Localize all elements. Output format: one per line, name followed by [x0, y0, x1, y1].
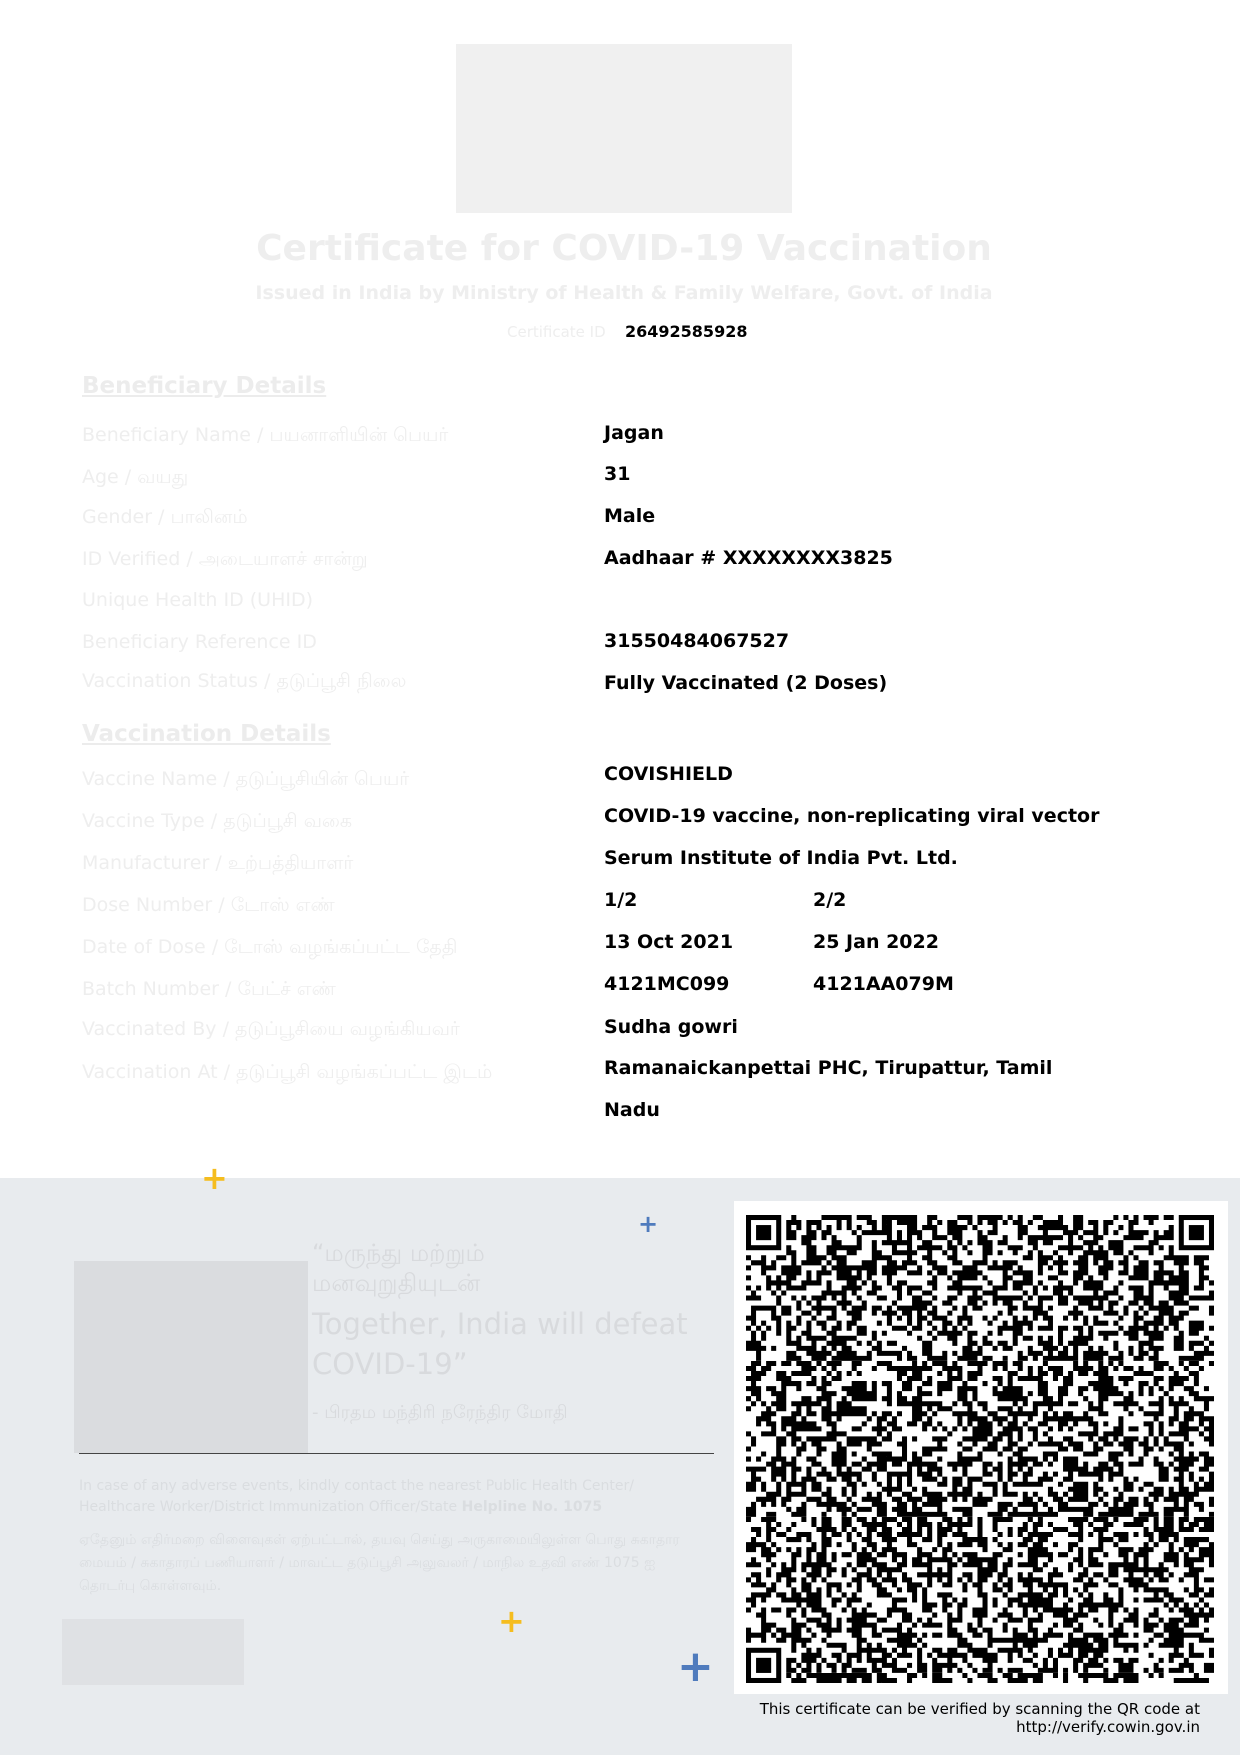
batch-1-value: 4121MC099 [604, 973, 730, 995]
date-1-value: 13 Oct 2021 [604, 931, 734, 953]
qr-finder-pattern [749, 1218, 779, 1248]
certificate-id-value: 26492585928 [625, 322, 748, 341]
id-verified-label: ID Verified / அடையாளச் சான்று [82, 548, 368, 570]
vaccinated-at-value-line1: Ramanaickanpettai PHC, Tirupattur, Tamil [604, 1057, 1053, 1079]
vaccinated-at-value-line2: Nadu [604, 1099, 660, 1121]
page-subtitle: Issued in India by Ministry of Health & Family Welfare, Govt. of India [255, 282, 993, 304]
verification-note-line1: This certificate can be verified by scanning the QR code at [759, 1700, 1200, 1718]
gender-value: Male [604, 505, 656, 527]
quote-attribution: - பிரதம மந்திரி நரேந்திர மோதி [312, 1402, 568, 1423]
dose-2-value: 2/2 [813, 889, 847, 911]
date-of-dose-label: Date of Dose / டோஸ் வழங்கப்பட்ட தேதி [82, 936, 458, 958]
beneficiary-details-heading: Beneficiary Details [82, 373, 327, 399]
vaccine-name-label: Vaccine Name / தடுப்பூசியின் பெயர் [82, 768, 410, 790]
plus-decoration-icon: + [677, 1641, 714, 1692]
certificate-id-label: Certificate ID [507, 323, 606, 341]
quote-english-line1: Together, India will defeat [312, 1307, 688, 1341]
footer-divider [79, 1453, 714, 1454]
dose-1-value: 1/2 [604, 889, 638, 911]
plus-decoration-icon: + [498, 1602, 525, 1640]
qr-code-container [734, 1201, 1228, 1694]
campaign-badge-placeholder [62, 1619, 244, 1685]
beneficiary-name-value: Jagan [604, 422, 664, 444]
reference-id-value: 31550484067527 [604, 630, 790, 652]
dose-number-label: Dose Number / டோஸ் எண் [82, 894, 335, 916]
id-verified-value: Aadhaar # XXXXXXXX3825 [604, 547, 893, 569]
emblem-logo-placeholder [456, 44, 792, 213]
page-title: Certificate for COVID-19 Vaccination [256, 228, 992, 269]
vaccine-type-value: COVID-19 vaccine, non-replicating viral vector [604, 805, 1100, 827]
helpline-number: Helpline No. 1075 [461, 1499, 603, 1515]
quote-block [312, 1238, 692, 1384]
vaccine-type-label: Vaccine Type / தடுப்பூசி வகை [82, 810, 353, 832]
manufacturer-value: Serum Institute of India Pvt. Ltd. [604, 847, 958, 869]
prime-minister-photo-placeholder [74, 1261, 308, 1453]
vaccination-status-value: Fully Vaccinated (2 Doses) [604, 672, 888, 694]
vaccinated-by-value: Sudha gowri [604, 1016, 738, 1038]
verification-note [740, 1700, 1200, 1736]
adverse-events-note-tamil: ஏதேனும் எதிர்மறை விளைவுகள் ஏற்பட்டால், தயவு செய்து அருகாமையிலுள்ள பொது சுகாதார மையம் / சுகாதாரப் பணியாளர் / மாவட்ட தடுப்பூசி அலுவலர் / மாநில உதவி எண் 1075 ஐ தொடர்பு கொள்ளவும். [79, 1532, 680, 1594]
age-label: Age / வயது [82, 466, 189, 488]
qr-finder-pattern [1181, 1218, 1211, 1248]
uhid-label: Unique Health ID (UHID) [82, 589, 314, 611]
manufacturer-label: Manufacturer / உற்பத்தியாளர் [82, 852, 354, 874]
vaccinated-at-label: Vaccination At / தடுப்பூசி வழங்கப்பட்ட இடம் [82, 1061, 493, 1083]
vaccination-details-heading: Vaccination Details [82, 721, 331, 747]
qr-code [746, 1215, 1214, 1683]
age-value: 31 [604, 463, 631, 485]
quote-tamil-line1: “மருந்து மற்றும் [312, 1239, 485, 1267]
plus-decoration-icon: + [638, 1210, 659, 1238]
adverse-events-note-text: In case of any adverse events, kindly contact the nearest Public Health Center/ Healthcare Worker/District Immunization Officer/State [79, 1478, 634, 1515]
beneficiary-name-label: Beneficiary Name / பயனாளியின் பெயர் [82, 424, 449, 446]
date-2-value: 25 Jan 2022 [813, 931, 939, 953]
vaccinated-by-label: Vaccinated By / தடுப்பூசியை வழங்கியவர் [82, 1018, 460, 1040]
adverse-events-note-english [79, 1476, 679, 1518]
verification-note-url: http://verify.cowin.gov.in [1016, 1718, 1200, 1736]
quote-english-line2: COVID-19” [312, 1347, 468, 1381]
batch-number-label: Batch Number / பேட்ச் எண் [82, 978, 336, 1000]
qr-modules [746, 1215, 1214, 1683]
vaccine-name-value: COVISHIELD [604, 763, 733, 785]
reference-id-label: Beneficiary Reference ID [82, 631, 317, 653]
gender-label: Gender / பாலினம் [82, 506, 248, 528]
batch-2-value: 4121AA079M [813, 973, 954, 995]
plus-decoration-icon: + [201, 1159, 228, 1197]
qr-finder-pattern [749, 1650, 779, 1680]
vaccination-status-label: Vaccination Status / தடுப்பூசி நிலை [82, 670, 407, 692]
quote-tamil-line2: மனவுறுதியுடன் [312, 1269, 481, 1297]
